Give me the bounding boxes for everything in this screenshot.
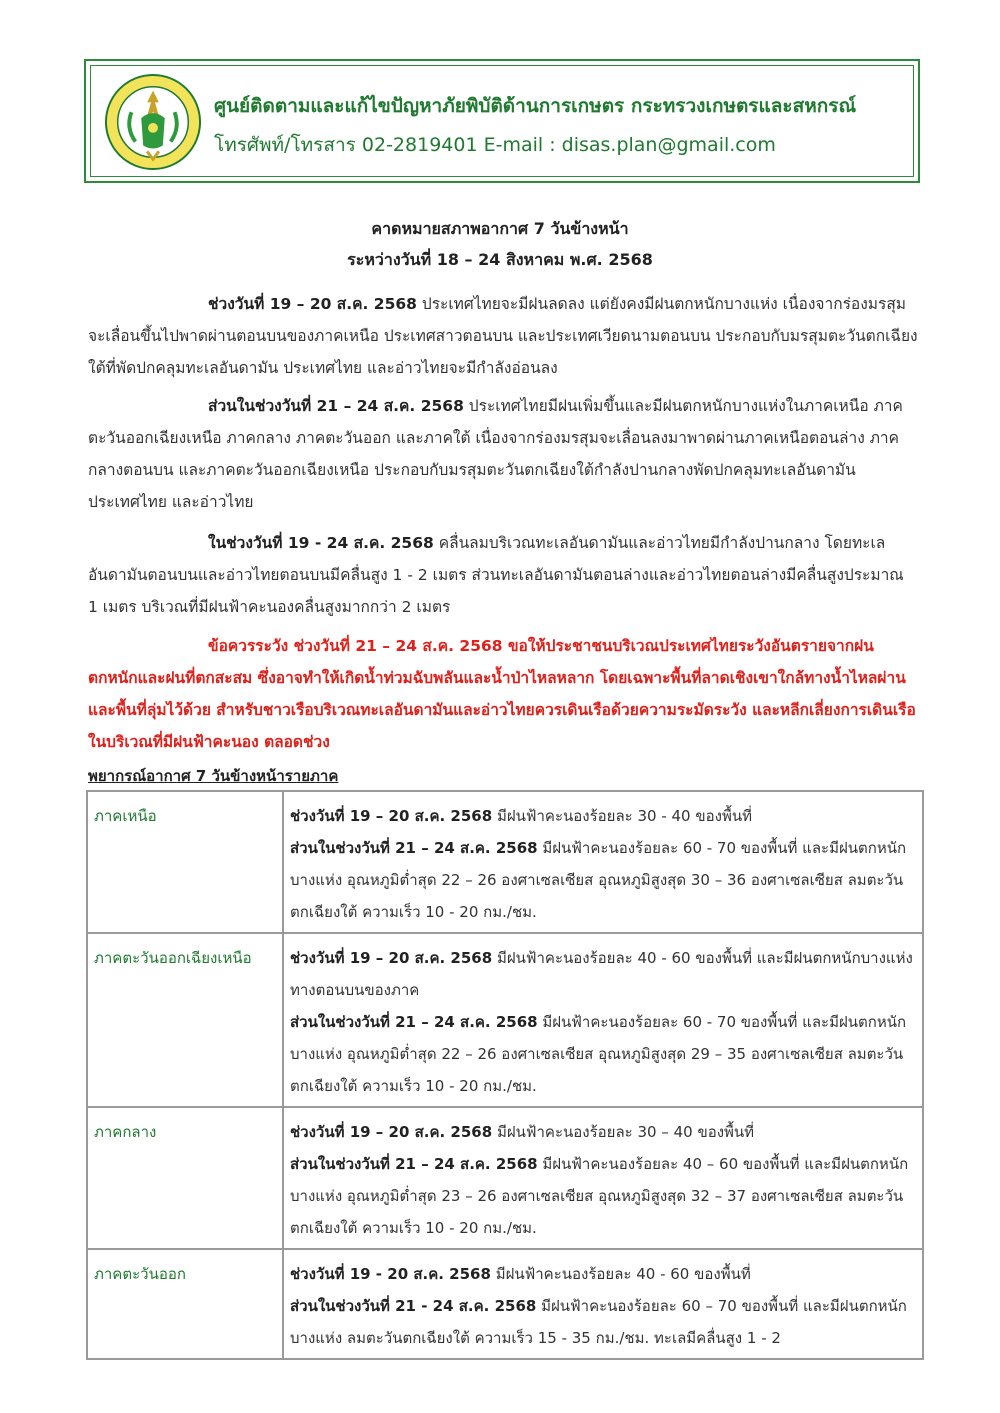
region-lead: ช่วงวันที่ 19 – 20 ส.ค. 2568 <box>290 949 493 967</box>
region-lead: ช่วงวันที่ 19 - 20 ส.ค. 2568 <box>290 1265 491 1283</box>
paragraph-body: ประเทศไทยมีฝนเพิ่มขึ้นและมีฝนตกหนักบางแห่งในภาคเหนือ ภาคตะวันออกเฉียงเหนือ ภาคกลาง ภาคตะวันออก และภาคใต้ เนื่องจากร่องมรสุมจะเลื่อนลงมาพาดผ่านภาคเหนือตอนล่าง ภาคกลางตอนบน และภาคตะวันออกเฉียงเหนือ ประกอบกับมรสุมตะวันตกเฉียงใต้กำลังปานกลางพัดปกคลุมทะเลอันดามัน ประเทศไทย และอ่าวไทย <box>88 397 903 511</box>
forecast-title: คาดหมายสภาพอากาศ 7 วันข้างหน้า <box>371 219 629 238</box>
table-row <box>87 791 923 933</box>
region-body: มีฝนฟ้าคะนองร้อยละ 60 - 70 ของพื้นที่ และมีฝนตกหนักบางแห่ง อุณหภูมิต่ำสุด 22 – 26 องศาเซลเซียส อุณหภูมิสูงสุด 29 – 35 องศาเซลเซียส ลมตะวันตกเฉียงใต้ ความเร็ว 10 - 20 กม./ชม. <box>290 1013 907 1095</box>
region-lead: ช่วงวันที่ 19 – 20 ส.ค. 2568 <box>290 1123 493 1141</box>
regional-forecast-title: พยากรณ์อากาศ 7 วันข้างหน้ารายภาค <box>88 767 339 785</box>
region-name: ภาคตะวันออกเฉียงเหนือ <box>87 933 283 1107</box>
warning-notice: ข้อควรระวัง ช่วงวันที่ 21 – 24 ส.ค. 2568 ขอให้ประชาชนบริเวณประเทศไทยระวังอันตรายจากฝนตกหนักและฝนที่ตกสะสม ซึ่งอาจทำให้เกิดน้ำท่วมฉับพลันและน้ำป่าไหลหลาก โดยเฉพาะพื้นที่ลาดเชิงเขาใกล้ทางน้ำไหลผ่านและพื้นที่ลุ่มไว้ด้วย สำหรับชาวเรือบริเวณทะเลอันดามันและอ่าวไทยควรเดินเรือด้วยความระมัดระวัง และหลีกเลี่ยงการเดินเรือในบริเวณที่มีฝนฟ้าคะนอง ตลอดช่วง <box>88 637 916 751</box>
organization-name: ศูนย์ติดตามและแก้ไขปัญหาภัยพิบัติด้านการเกษตร กระทรวงเกษตรและสหกรณ์ <box>214 95 857 117</box>
region-forecast <box>283 933 923 1107</box>
region-lead: ส่วนในช่วงวันที่ 21 - 24 ส.ค. 2568 <box>290 1297 537 1315</box>
region-lead: ส่วนในช่วงวันที่ 21 – 24 ส.ค. 2568 <box>290 1155 538 1173</box>
region-lead: ส่วนในช่วงวันที่ 21 – 24 ส.ค. 2568 <box>290 839 538 857</box>
region-body: มีฝนฟ้าคะนองร้อยละ 30 - 40 ของพื้นที่ <box>492 807 752 825</box>
table-row <box>87 933 923 1107</box>
region-lead: ส่วนในช่วงวันที่ 21 – 24 ส.ค. 2568 <box>290 1013 538 1031</box>
regional-forecast-table <box>86 790 924 1360</box>
region-forecast <box>283 1249 923 1359</box>
region-body: มีฝนฟ้าคะนองร้อยละ 60 – 70 ของพื้นที่ และมีฝนตกหนักบางแห่ง ลมตะวันตกเฉียงใต้ ความเร็ว 15 - 35 กม./ชม. ทะเลมีคลื่นสูง 1 - 2 <box>290 1297 907 1347</box>
header-banner <box>84 59 920 183</box>
region-name: ภาคเหนือ <box>87 791 283 933</box>
paragraph-lead: ในช่วงวันที่ 19 - 24 ส.ค. 2568 <box>208 534 434 552</box>
region-body: มีฝนฟ้าคะนองร้อยละ 40 - 60 ของพื้นที่ <box>490 1265 751 1283</box>
region-forecast <box>283 1107 923 1249</box>
ministry-logo <box>104 73 202 171</box>
forecast-paragraph <box>88 288 918 384</box>
region-body: มีฝนฟ้าคะนองร้อยละ 60 - 70 ของพื้นที่ และมีฝนตกหนักบางแห่ง อุณหภูมิต่ำสุด 22 – 26 องศาเซลเซียส อุณหภูมิสูงสุด 30 – 36 องศาเซลเซียส ลมตะวันตกเฉียงใต้ ความเร็ว 10 - 20 กม./ชม. <box>290 839 907 921</box>
table-row <box>87 1107 923 1249</box>
paragraph-body: คลื่นลมบริเวณทะเลอันดามันและอ่าวไทยมีกำลังปานกลาง โดยทะเลอันดามันตอนบนและอ่าวไทยตอนบนมีคลื่นสูง 1 - 2 เมตร ส่วนทะเลอันดามันตอนล่างและอ่าวไทยตอนล่างมีคลื่นสูงประมาณ 1 เมตร บริเวณที่มีฝนฟ้าคะนองคลื่นสูงมากกว่า 2 เมตร <box>88 534 904 616</box>
paragraph-lead: ส่วนในช่วงวันที่ 21 – 24 ส.ค. 2568 <box>208 397 464 415</box>
region-body: มีฝนฟ้าคะนองร้อยละ 40 - 60 ของพื้นที่ และมีฝนตกหนักบางแห่ง ทางตอนบนของภาค <box>290 949 913 999</box>
region-body: มีฝนฟ้าคะนองร้อยละ 40 – 60 ของพื้นที่ และมีฝนตกหนักบางแห่ง อุณหภูมิต่ำสุด 23 – 26 องศาเซลเซียส อุณหภูมิสูงสุด 32 – 37 องศาเซลเซียส ลมตะวันตกเฉียงใต้ ความเร็ว 10 - 20 กม./ชม. <box>290 1155 909 1237</box>
forecast-paragraph <box>88 390 918 518</box>
table-row <box>87 1249 923 1359</box>
region-name: ภาคกลาง <box>87 1107 283 1249</box>
paragraph-body: ประเทศไทยจะมีฝนลดลง แต่ยังคงมีฝนตกหนักบางแห่ง เนื่องจากร่องมรสุมจะเลื่อนขึ้นไปพาดผ่านตอนบนของภาคเหนือ ประเทศสาวตอนบน และประเทศเวียดนามตอนบน ประกอบกับมรสุมตะวันตกเฉียงใต้ที่พัดปกคลุมทะเลอันดามัน ประเทศไทย และอ่าวไทยจะมีกำลังอ่อนลง <box>88 295 918 377</box>
forecast-paragraph <box>88 527 918 623</box>
forecast-date-range: ระหว่างวันที่ 18 – 24 สิงหาคม พ.ศ. 2568 <box>347 250 653 269</box>
contact-info: โทรศัพท์/โทรสาร 02-2819401 E-mail : disas.plan@gmail.com <box>214 134 776 156</box>
region-body: มีฝนฟ้าคะนองร้อยละ 30 – 40 ของพื้นที่ <box>492 1123 755 1141</box>
paragraph-lead: ช่วงวันที่ 19 – 20 ส.ค. 2568 <box>208 295 417 313</box>
region-forecast <box>283 791 923 933</box>
region-lead: ช่วงวันที่ 19 – 20 ส.ค. 2568 <box>290 807 493 825</box>
region-name: ภาคตะวันออก <box>87 1249 283 1359</box>
